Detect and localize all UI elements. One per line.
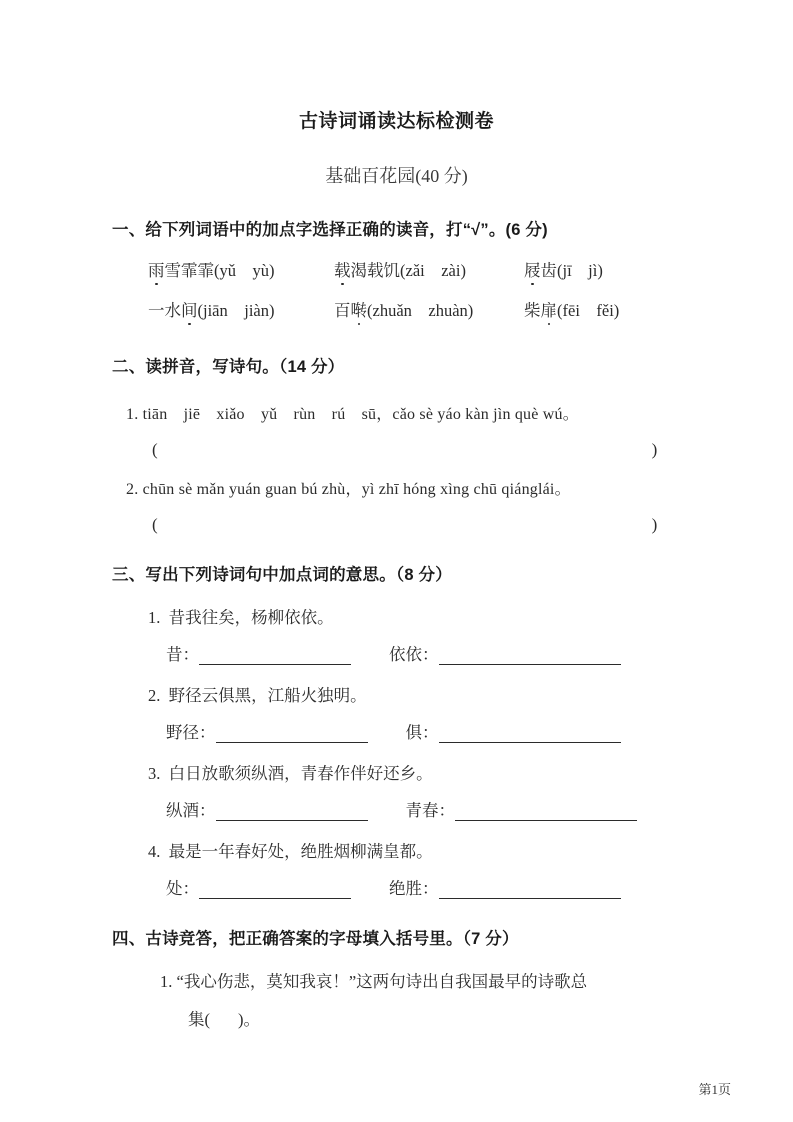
pinyin-options[interactable]: (zǎi zài) xyxy=(400,261,466,280)
answer-blank-field[interactable] xyxy=(455,806,637,821)
item-number: 2. xyxy=(126,481,139,498)
pinyin-sentence xyxy=(0,476,793,499)
page-title: 古诗词诵读达标检测卷 xyxy=(298,111,494,132)
dotted-char: 雨 xyxy=(148,257,165,281)
poem-quote xyxy=(0,682,793,706)
pinyin-options[interactable]: (zhuǎn zhuàn) xyxy=(367,301,474,320)
blank-label: 纵酒： xyxy=(166,801,216,820)
answer-blanks xyxy=(0,875,793,899)
poem-quote xyxy=(0,838,793,862)
answer-paren-open: 集( xyxy=(188,1010,210,1029)
poem-quote xyxy=(0,760,793,784)
section-heading-4: 四、古诗竞答，把正确答案的字母填入括号里。（7 分） xyxy=(112,930,519,948)
word-prefix: 百 xyxy=(334,301,351,320)
pinyin-text: chūn sè mǎn yuán guan bú zhù，yì zhī hóng xìng chū qiánglái。 xyxy=(142,481,571,498)
item-number: 3. xyxy=(148,764,161,783)
item-number: 2. xyxy=(148,686,161,705)
blank-label: 昔： xyxy=(166,645,199,664)
blank-label: 依依： xyxy=(389,645,439,664)
word-suffix: 渴载饥 xyxy=(350,261,400,280)
pinyin-sentence xyxy=(0,401,793,424)
answer-blank-field[interactable] xyxy=(439,650,621,665)
blank-label: 野径： xyxy=(166,723,216,742)
answer-blanks xyxy=(0,719,793,743)
blank-label: 俱： xyxy=(405,723,439,742)
item-number: 1. xyxy=(160,972,173,991)
pinyin-choice-item[interactable] xyxy=(334,257,524,281)
word-suffix: 雪霏霏 xyxy=(164,261,214,280)
answer-blanks xyxy=(0,797,793,821)
section-heading-1: 一、给下列词语中的加点字选择正确的读音，打“√”。(6 分) xyxy=(112,221,548,239)
word-prefix: 柴 xyxy=(524,301,541,320)
pinyin-choice-item[interactable] xyxy=(334,297,524,321)
quote-text: 野径云俱黑，江船火独明。 xyxy=(168,686,367,705)
quiz-answer-slot[interactable] xyxy=(0,1006,793,1030)
word-suffix: 齿 xyxy=(540,261,557,280)
pinyin-options[interactable]: (jiān jiàn) xyxy=(197,301,275,320)
section-heading-2: 二、读拼音，写诗句。（14 分） xyxy=(112,358,345,376)
quiz-question xyxy=(0,968,793,992)
pinyin-choice-item[interactable] xyxy=(148,297,334,321)
pinyin-options[interactable]: (fēi fěi) xyxy=(557,301,620,320)
poem-quote xyxy=(0,604,793,628)
answer-paren-close: )。 xyxy=(238,1010,260,1029)
page-footer: 第1页 xyxy=(698,1082,731,1097)
paren-close: ) xyxy=(651,515,658,534)
quote-text: 最是一年春好处，绝胜烟柳满皇都。 xyxy=(168,842,433,861)
answer-parentheses[interactable] xyxy=(0,515,793,535)
pinyin-text: tiān jiē xiǎo yǔ rùn rú sū，cǎo sè yáo kàn jìn què wú。 xyxy=(142,406,579,423)
answer-blank-field[interactable] xyxy=(216,806,368,821)
item-number: 1. xyxy=(126,406,139,423)
paren-open: ( xyxy=(152,515,158,534)
word-prefix: 一水 xyxy=(148,301,181,320)
answer-blank-field[interactable] xyxy=(199,884,351,899)
dotted-char: 啭 xyxy=(351,297,368,321)
pinyin-choice-row xyxy=(0,297,793,321)
item-number: 4. xyxy=(148,842,161,861)
pinyin-choice-row xyxy=(0,257,793,281)
page-subtitle: 基础百花园(40 分) xyxy=(325,166,468,186)
section-heading-3: 三、写出下列诗词句中加点词的意思。（8 分） xyxy=(112,566,452,584)
answer-parentheses[interactable] xyxy=(0,440,793,460)
pinyin-choice-item[interactable] xyxy=(148,257,334,281)
dotted-char: 屐 xyxy=(524,257,541,281)
pinyin-choice-item[interactable] xyxy=(524,297,619,321)
pinyin-options[interactable]: (yǔ yù) xyxy=(214,261,275,280)
paren-close: ) xyxy=(651,440,658,459)
pinyin-choice-item[interactable] xyxy=(524,257,603,281)
answer-blank-field[interactable] xyxy=(216,728,368,743)
blank-label: 绝胜： xyxy=(389,879,439,898)
answer-blank-field[interactable] xyxy=(199,650,351,665)
dotted-char: 间 xyxy=(181,297,198,321)
answer-blank-field[interactable] xyxy=(439,884,621,899)
pinyin-options[interactable]: (jī jì) xyxy=(557,261,603,280)
dotted-char: 扉 xyxy=(541,297,558,321)
blank-label: 处： xyxy=(166,879,199,898)
answer-blanks xyxy=(0,641,793,665)
quote-text: 白日放歌须纵酒，青春作伴好还乡。 xyxy=(168,764,433,783)
dotted-char: 载 xyxy=(334,257,351,281)
question-text: “我心伤悲，莫知我哀！”这两句诗出自我国最早的诗歌总 xyxy=(176,972,588,991)
quote-text: 昔我往矣，杨柳依依。 xyxy=(168,608,334,627)
answer-blank-field[interactable] xyxy=(439,728,621,743)
item-number: 1. xyxy=(148,608,161,627)
blank-label: 青春： xyxy=(405,801,455,820)
paren-open: ( xyxy=(152,440,158,459)
